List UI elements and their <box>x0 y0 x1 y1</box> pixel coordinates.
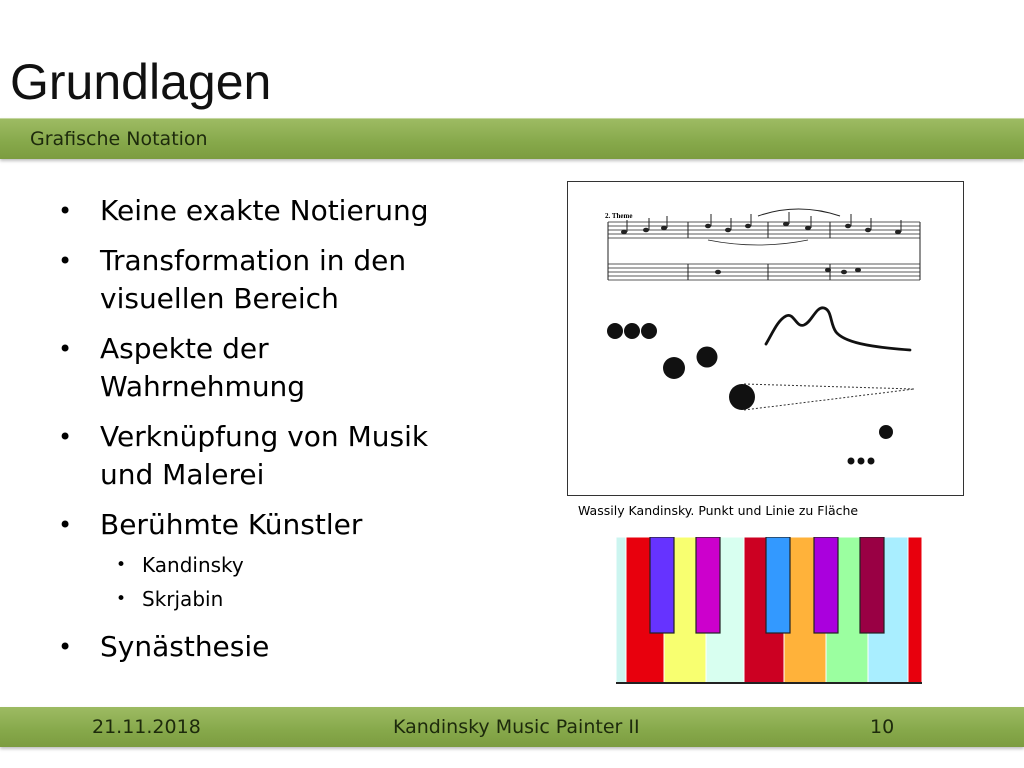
bullet-item <box>52 628 482 666</box>
cone-lines <box>744 384 914 410</box>
subtitle-band <box>0 118 1024 159</box>
piano-black-key <box>766 537 790 633</box>
bullet-text: Aspekte der Wahrnehmung <box>100 332 306 403</box>
bullet-dot-icon: • <box>58 335 73 363</box>
sub-bullet-item <box>100 548 482 582</box>
bullet-item <box>52 242 482 318</box>
bullet-dot-icon: • <box>116 555 127 575</box>
piano-black-key <box>814 537 838 633</box>
footer-date: 21.11.2018 <box>92 716 201 738</box>
bullet-dot-icon: • <box>58 197 73 225</box>
slur <box>758 209 840 216</box>
bullet-item <box>52 506 482 544</box>
slide-title: Grundlagen <box>10 54 272 110</box>
score-label: 2. Theme <box>605 212 633 220</box>
bullet-item <box>52 330 350 406</box>
sub-bullet-text: Kandinsky <box>142 553 244 577</box>
notes <box>621 212 901 274</box>
bullet-text: Transformation in den visuellen Bereich <box>100 244 407 315</box>
page-number: 10 <box>870 716 895 738</box>
bullet-item <box>52 192 482 230</box>
kandinsky-illustration <box>568 182 962 494</box>
bullet-dot-icon: • <box>116 589 127 609</box>
kandinsky-figure <box>567 181 964 496</box>
bullet-text: Keine exakte Notierung <box>100 194 429 227</box>
bullet-dot-icon: • <box>58 423 73 451</box>
bullet-dot-icon: • <box>58 511 73 539</box>
piano-white-key <box>908 537 922 683</box>
bullet-list <box>52 192 482 678</box>
sub-bullet-item <box>100 582 482 616</box>
piano-black-key <box>650 537 674 633</box>
slur <box>708 240 808 245</box>
bullet-text: Verknüpfung von Musik und Malerei <box>100 420 429 491</box>
figure-caption: Wassily Kandinsky. Punkt und Linie zu Fläche <box>578 503 859 518</box>
barlines <box>608 222 920 280</box>
sub-bullet-list <box>52 548 482 616</box>
staff-2 <box>608 264 920 280</box>
bullet-dot-icon: • <box>58 633 73 661</box>
sub-bullet-text: Skrjabin <box>142 587 224 611</box>
piano-black-key <box>860 537 884 633</box>
bullet-text: Berühmte Künstler <box>100 508 363 541</box>
music-score <box>605 209 920 280</box>
wavy-line <box>766 308 910 350</box>
piano-black-key <box>696 537 720 633</box>
staff-1 <box>608 222 920 238</box>
footer-title: Kandinsky Music Painter II <box>393 716 640 738</box>
bullet-text: Synästhesie <box>100 630 270 663</box>
slide-subtitle: Grafische Notation <box>30 128 208 150</box>
piano-white-key <box>616 537 626 683</box>
kandinsky-dots <box>607 323 893 465</box>
colored-piano-keyboard <box>616 537 922 684</box>
footer-bar <box>0 707 1024 747</box>
bullet-item <box>52 418 482 494</box>
bullet-dot-icon: • <box>58 247 73 275</box>
